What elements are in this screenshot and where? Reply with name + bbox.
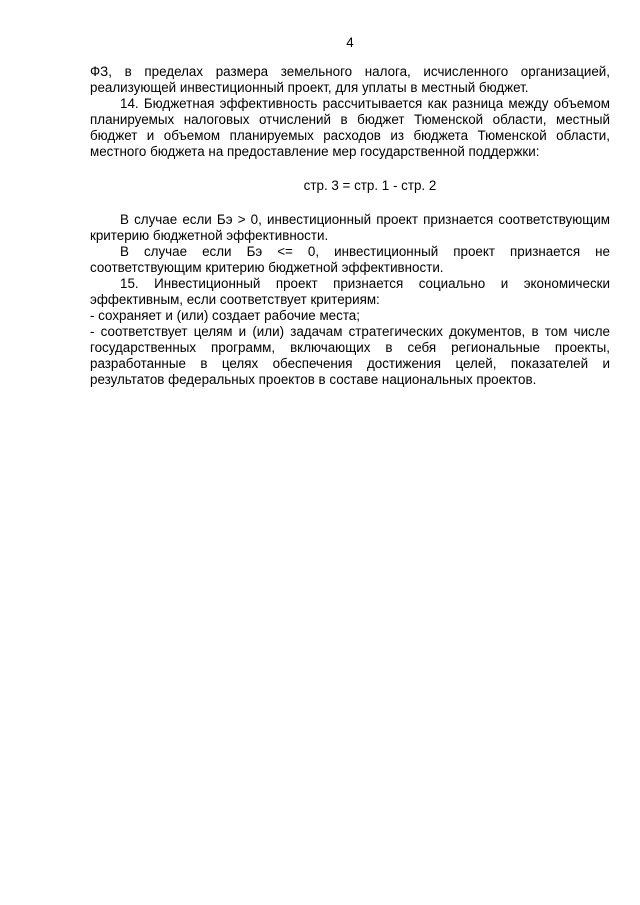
- paragraph-positive-case: В случае если Бэ > 0, инвестиционный проект признается соответствующим критерию бюджетной эффективности.: [90, 212, 610, 243]
- criteria-item-jobs: - сохраняет и (или) создает рабочие места;: [90, 308, 360, 323]
- paragraph-14: 14. Бюджетная эффективность рассчитывается как разница между объемом планируемых налоговых отчислений в бюджет Тюменской области, местный бюджет и объемом планируемых расходов из бюджета Тюменской области, местного бюджета на предоставление мер государственной поддержки:: [90, 96, 610, 159]
- paragraph-15: 15. Инвестиционный проект признается социально и экономически эффективным, если соответствует критериям:: [90, 276, 610, 307]
- document-body: [90, 64, 610, 388]
- page-number: 4: [346, 35, 354, 50]
- criteria-item-strategic-goals: - соответствует целям и (или) задачам стратегических документов, в том числе государственных программ, включающих в себя региональные проекты, разработанные в целях обеспечения достижения целей, показателей и результатов федеральных проектов в составе национальных проектов.: [90, 324, 610, 387]
- formula: стр. 3 = стр. 1 - стр. 2: [303, 178, 437, 193]
- paragraph-negative-case: В случае если Бэ <= 0, инвестиционный проект признается не соответствующим критерию бюджетной эффективности.: [90, 244, 610, 275]
- paragraph-continuation: ФЗ, в пределах размера земельного налога, исчисленного организацией, реализующей инвестиционный проект, для уплаты в местный бюджет.: [90, 64, 610, 95]
